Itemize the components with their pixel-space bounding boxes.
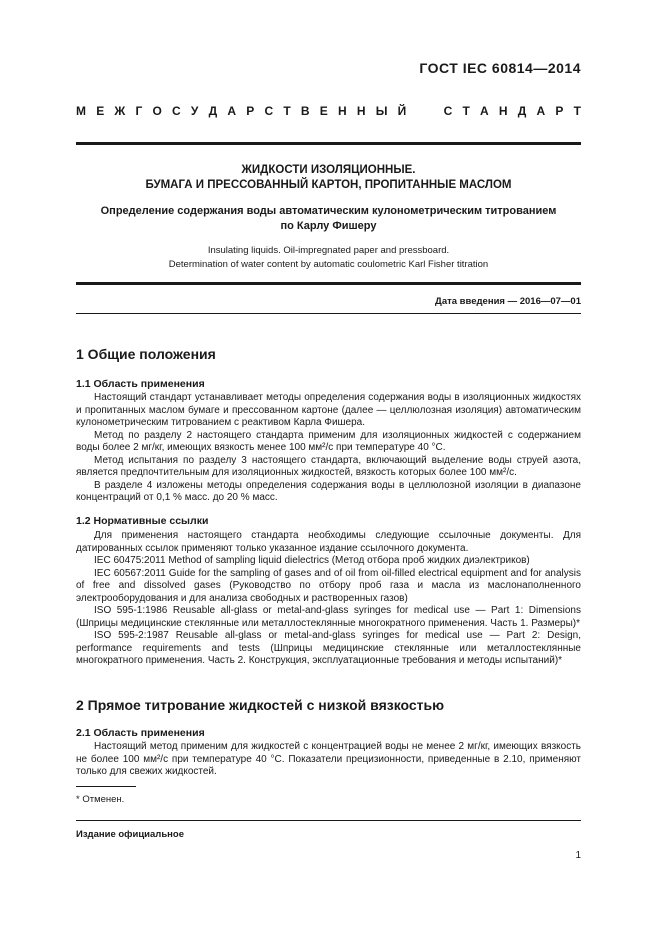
refs-intro: Для применения настоящего стандарта необходимы следующие ссылочные документы. Для датированных ссылок применяют только указанное издание ссылочного документа. [76, 530, 581, 554]
s1-para1: Настоящий стандарт устанавливает методы определения содержания воды в изоляционных жидкостях и пропитанных маслом бумаге и прессованном картоне (далее — целлюлозная изоляция) автоматическим кулонометрическим титрованием с реактивом Карла Фишера. [76, 392, 581, 428]
interstate-letter: Ы [375, 104, 388, 118]
interstate-letter: Р [555, 104, 564, 118]
interstate-letter: Р [246, 104, 255, 118]
interstate-letter: Д [517, 104, 527, 118]
section1-1-heading: 1.1 Область применения [76, 378, 205, 390]
s1-para2: Метод по разделу 2 настоящего стандарта применим для изоляционных жидкостей с содержанием воды более 2 мг/кг, имеющих вязкость менее 100 мм²/с при температуре 40 °С. [76, 429, 581, 453]
interstate-letter: С [172, 104, 181, 118]
interstate-letter: Е [319, 104, 328, 118]
title-bottom-rule [76, 282, 581, 285]
date-rule [76, 313, 581, 314]
ref-iec-60475: IEC 60475:2011 Method of sampling liquid dielectrics (Метод отбора проб жидких диэлектриков) [94, 555, 530, 566]
interstate-letter: М [76, 104, 86, 118]
section1-heading: 1 Общие положения [76, 346, 216, 362]
interstate-letter: С [264, 104, 274, 118]
section2-heading: 2 Прямое титрование жидкостей с низкой вязкостью [76, 697, 445, 713]
interstate-letter: Н [337, 104, 347, 118]
footnote: * Отменен. [76, 794, 125, 805]
interstate-letter: Г [135, 104, 143, 118]
ref-iso-595-1: ISO 595-1:1986 Reusable all-glass or metal-and-glass syringes for medical use — Part 1: Dimensions (Шприцы медицинские стеклянные или металлостеклянные многократного применения. Часть 1. Размеры)* [76, 605, 581, 629]
subtitle-ru-line2: по Карлу Фишеру [280, 220, 377, 232]
interstate-letter [430, 104, 433, 118]
interstate-letter: Т [573, 104, 581, 118]
interstate-letter: В [300, 104, 310, 118]
interstate-letter: У [190, 104, 199, 118]
ref-iso-595-2: ISO 595-2:1987 Reusable all-glass or metal-and-glass syringes for medical use — Part 2: Design, performance requirements and tests (Шприцы медицинские стеклянные или металлостеклянные многократного применения. Часть 2. Конструкция, эксплуатационные требования и методы испытаний)* [76, 630, 581, 666]
s1-para3: Метод испытания по разделу 3 настоящего стандарта, включающий выделение воды струей азота, является предпочтительным для изоляционных жидкостей, вязкость которых более 100 мм²/с. [76, 454, 581, 478]
interstate-letter: Н [498, 104, 508, 118]
interstate-letter: Т [283, 104, 291, 118]
section1-2-heading: 1.2 Нормативные ссылки [76, 515, 209, 527]
document-subtitle-ru [76, 204, 581, 234]
interstate-letter: А [536, 104, 546, 118]
section2-paragraphs [76, 741, 581, 779]
interstate-letter: Н [356, 104, 366, 118]
standard-id: ГОСТ IEC 60814—2014 [419, 60, 581, 76]
interstate-letter: Д [208, 104, 218, 118]
interstate-letter: Е [96, 104, 105, 118]
interstate-letter: А [480, 104, 489, 118]
interstate-letter: Ж [114, 104, 126, 118]
section1-paragraphs [76, 392, 581, 505]
document-title-ru [76, 163, 581, 193]
footnote-rule [76, 786, 136, 787]
interstate-letter: Т [462, 104, 470, 118]
title-ru-line2: БУМАГА И ПРЕССОВАННЫЙ КАРТОН, ПРОПИТАННЫЕ МАСЛОМ [145, 179, 512, 191]
title-en-line1: Insulating liquids. Oil-impregnated paper and pressboard. [207, 245, 450, 256]
page-number: 1 [575, 850, 581, 861]
footer-rule [76, 820, 581, 821]
document-title-en [76, 244, 581, 272]
interstate-letter: С [443, 104, 453, 118]
intro-date: Дата введения — 2016—07—01 [435, 296, 581, 307]
interstate-letter: О [152, 104, 162, 118]
interstate-standard-banner [76, 104, 581, 118]
title-ru-line1: ЖИДКОСТИ ИЗОЛЯЦИОННЫЕ. [241, 164, 416, 176]
s2-para1: Настоящий метод применим для жидкостей с концентрацией воды не менее 2 мг/кг, имеющих вязкость не более 100 мм²/с при температуре 40 °С. Показатели прецизионности, приведенные в 2.10, применяют только для свежих жидкостей. [76, 741, 581, 777]
top-rule [76, 142, 581, 145]
interstate-letter: А [227, 104, 237, 118]
references [76, 530, 581, 668]
edition-note: Издание официальное [76, 829, 184, 840]
interstate-letter: Й [397, 104, 407, 118]
ref-iec-60567: IEC 60567:2011 Guide for the sampling of gases and of oil from oil-filled electrical equipment and for analysis of free and dissolved gases (Руководство по отбору проб газа и масла из маслонаполненного электрооборудования и для анализа свободных и растворенных газов) [76, 567, 581, 604]
subtitle-ru-line1: Определение содержания воды автоматическим кулонометрическим титрованием [100, 205, 557, 217]
section2-1-heading: 2.1 Область применения [76, 727, 205, 739]
interstate-letter [417, 104, 420, 118]
title-en-line2: Determination of water content by automatic coulometric Karl Fisher titration [168, 259, 489, 270]
s1-para4: В разделе 4 изложены методы определения содержания воды в целлюлозной изоляции в диапазоне концентраций от 0,1 % масс. до 20 % масс. [76, 479, 581, 503]
